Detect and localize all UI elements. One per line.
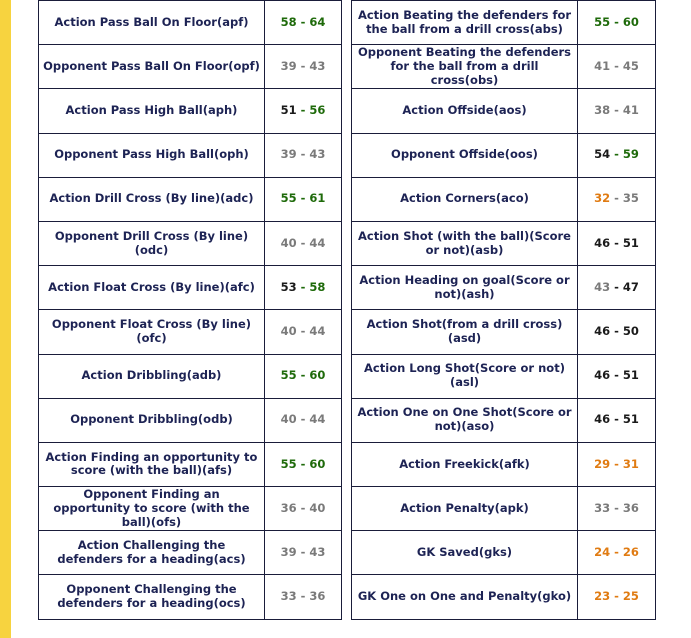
stat-range [578,531,656,575]
stat-range-separator: - [296,147,310,162]
stat-label: Action Heading on goal(Score or not)(ash) [352,266,578,310]
stat-min-value: 55 [280,368,297,383]
stat-max-value: 44 [309,324,326,338]
stat-range [265,221,342,265]
stat-row [39,531,342,575]
stat-range-separator: - [296,235,310,250]
stat-range-separator: - [296,544,310,559]
stat-range-separator: - [296,412,310,427]
stat-label: Opponent Offside(oos) [352,133,578,177]
stat-max-value: 50 [622,324,639,338]
stat-label: Opponent Finding an opportunity to score (with the ball)(ofs) [39,487,265,531]
stat-range-separator: - [610,324,623,338]
stat-max-value: 26 [622,544,639,559]
stat-max-value: 61 [309,191,326,206]
stat-label: Action Float Cross (By line)(afc) [39,266,265,310]
stat-label: Action Dribbling(adb) [39,354,265,398]
stat-min-value: 33 [594,500,611,515]
stat-max-value: 45 [622,58,639,73]
stat-range [265,487,342,531]
stat-min-value: 43 [594,279,611,294]
stat-max-value: 59 [622,147,639,162]
stat-range [265,133,342,177]
stat-label: Action Challenging the defenders for a heading(acs) [39,531,265,575]
stat-label: Opponent Beating the defenders for the ball from a drill cross(obs) [352,45,578,89]
stat-min-value: 51 [280,103,297,118]
stat-row [352,177,656,221]
stat-row [352,45,656,89]
stat-max-value: 58 [309,279,326,294]
stat-range [578,398,656,442]
stat-range [578,89,656,133]
stat-max-value: 43 [309,544,326,559]
stat-range [578,266,656,310]
stat-min-value: 55 [594,14,611,29]
right-stats-table [351,0,656,620]
stat-min-value: 40 [280,235,297,250]
stat-range-separator: - [610,147,623,162]
stat-max-value: 31 [622,456,639,471]
right-stats-column [351,0,656,620]
stat-range [578,575,656,619]
stat-max-value: 56 [309,103,326,118]
stat-max-value: 47 [622,279,639,294]
stat-range-separator: - [610,589,623,604]
stat-label: Action Corners(aco) [352,177,578,221]
stat-range [265,177,342,221]
stat-max-value: 25 [622,589,639,604]
stat-row [352,1,656,45]
stat-min-value: 33 [280,589,297,604]
stat-max-value: 51 [622,235,639,250]
stat-label: Action Offside(aos) [352,89,578,133]
stat-range [265,1,342,45]
stat-min-value: 53 [280,279,297,294]
stat-range-separator: - [610,58,623,73]
stat-max-value: 36 [622,500,639,515]
stat-range [265,442,342,486]
stat-max-value: 43 [309,58,326,73]
stat-max-value: 60 [309,368,326,383]
stat-label: Action Long Shot(Score or not)(asl) [352,354,578,398]
stat-min-value: 46 [594,368,611,383]
stat-row [39,310,342,354]
stat-max-value: 60 [309,456,326,471]
stat-range [265,45,342,89]
page-accent-bar [0,0,11,638]
stat-range [265,398,342,442]
stat-range-separator: - [296,191,310,206]
stat-max-value: 51 [622,368,639,383]
stat-max-value: 44 [309,235,326,250]
stat-min-value: 46 [594,412,611,427]
stat-row [352,531,656,575]
stat-min-value: 32 [594,191,611,206]
stat-row [352,89,656,133]
stat-range-separator: - [610,235,623,250]
stat-row [352,133,656,177]
stat-label: Action Drill Cross (By line)(adc) [39,177,265,221]
stat-row [39,398,342,442]
stat-min-value: 54 [594,147,611,162]
stat-range-separator: - [610,544,623,559]
stat-range [265,89,342,133]
stat-range [578,442,656,486]
stat-row [39,266,342,310]
stat-min-value: 40 [280,324,297,338]
stat-min-value: 55 [280,456,297,471]
stat-row [39,221,342,265]
stat-max-value: 35 [622,191,639,206]
stat-label: Action Pass Ball On Floor(apf) [39,1,265,45]
stat-max-value: 44 [309,412,326,427]
stat-range-separator: - [296,368,310,383]
stat-label: Action Finding an opportunity to score (with the ball)(afs) [39,442,265,486]
stat-min-value: 39 [280,58,297,73]
stat-max-value: 41 [622,103,639,118]
stat-label: Action One on One Shot(Score or not)(aso) [352,398,578,442]
stat-min-value: 40 [280,412,297,427]
stat-range [578,354,656,398]
stat-label: Action Beating the defenders for the ball from a drill cross(abs) [352,1,578,45]
stat-max-value: 36 [309,589,326,604]
stat-range [578,1,656,45]
stat-max-value: 40 [309,500,326,515]
stat-row [352,398,656,442]
stat-range [578,487,656,531]
stat-range [265,575,342,619]
stat-min-value: 41 [594,58,611,73]
stat-label: Opponent Pass High Ball(oph) [39,133,265,177]
stat-row [39,89,342,133]
stat-min-value: 55 [280,191,297,206]
stat-range-separator: - [296,589,310,604]
stat-label: Opponent Dribbling(odb) [39,398,265,442]
stat-label: Opponent Pass Ball On Floor(opf) [39,45,265,89]
stat-row [39,133,342,177]
stat-range [265,266,342,310]
stat-range [578,45,656,89]
stat-row [352,575,656,619]
left-stats-table [38,0,342,620]
stat-range-separator: - [296,58,310,73]
stat-range [578,310,656,354]
stat-min-value: 38 [594,103,611,118]
stat-row [39,45,342,89]
stat-label: Action Pass High Ball(aph) [39,89,265,133]
stat-row [39,354,342,398]
stat-range [578,177,656,221]
stat-range-separator: - [296,500,310,515]
stat-range-separator: - [610,456,623,471]
left-stats-column [38,0,342,620]
stat-label: Action Shot(from a drill cross)(asd) [352,310,578,354]
stat-row [39,177,342,221]
stat-label: Action Shot (with the ball)(Score or not)(asb) [352,221,578,265]
stat-min-value: 46 [594,235,611,250]
stat-range-separator: - [610,279,623,294]
stat-max-value: 60 [622,14,639,29]
stat-range-separator: - [610,103,623,118]
stats-grid [38,0,656,628]
stat-range [265,354,342,398]
stat-range-separator: - [610,500,623,515]
stat-row [352,310,656,354]
stat-range-separator: - [296,324,310,338]
stat-range-separator: - [296,456,310,471]
stat-min-value: 24 [594,544,611,559]
stat-label: Opponent Challenging the defenders for a heading(ocs) [39,575,265,619]
stat-range-separator: - [296,14,310,29]
stat-range-separator: - [610,412,623,427]
stat-range [265,310,342,354]
stat-label: Action Penalty(apk) [352,487,578,531]
stat-max-value: 43 [309,147,326,162]
stat-label: Opponent Float Cross (By line)(ofc) [39,310,265,354]
stat-row [352,221,656,265]
stat-row [352,354,656,398]
stat-row [352,266,656,310]
stat-min-value: 36 [280,500,297,515]
left-stats-body [39,1,342,620]
stat-label: Opponent Drill Cross (By line)(odc) [39,221,265,265]
stat-min-value: 29 [594,456,611,471]
stat-range [578,221,656,265]
stat-row [39,575,342,619]
stat-range-separator: - [296,103,310,118]
stat-range [265,531,342,575]
stat-max-value: 64 [309,14,326,29]
stat-label: GK One on One and Penalty(gko) [352,575,578,619]
stat-range-separator: - [296,279,310,294]
stat-min-value: 39 [280,147,297,162]
stat-max-value: 51 [622,412,639,427]
stat-range-separator: - [610,191,623,206]
right-stats-body [352,1,656,620]
stat-range-separator: - [610,368,623,383]
stat-row [39,1,342,45]
stat-min-value: 39 [280,544,297,559]
stat-range-separator: - [610,14,623,29]
stat-min-value: 58 [280,14,297,29]
stat-label: GK Saved(gks) [352,531,578,575]
stat-min-value: 46 [594,324,611,338]
stat-min-value: 23 [594,589,611,604]
stat-row [352,442,656,486]
stat-row [39,442,342,486]
stat-range [578,133,656,177]
stat-row [352,487,656,531]
stat-label: Action Freekick(afk) [352,442,578,486]
stat-row [39,487,342,531]
